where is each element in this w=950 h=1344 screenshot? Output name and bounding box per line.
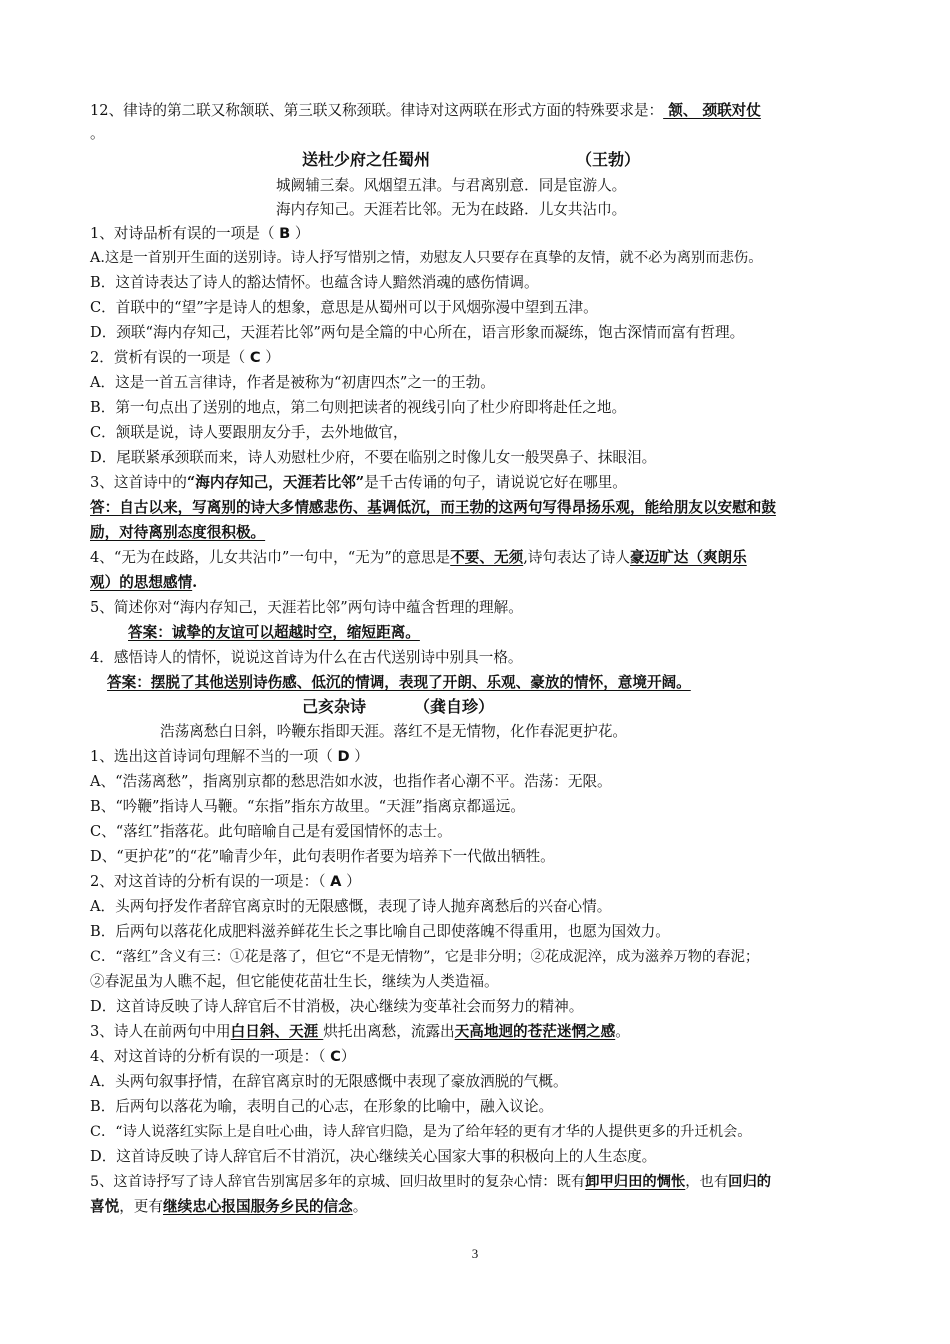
poem-1-title: 送杜少府之任蜀州 [302,150,431,169]
poem-1-line-2: 海内存知己。天涯若比邻。无为在歧路．儿女共沾巾。 [276,201,627,218]
p1-q6-stem: 4．感悟诗人的情怀，说说这首诗为什么在古代送别诗中别具一格。 [90,649,523,666]
p1-q4-answer-a: 不要、无须 [450,549,524,566]
question-12: 12、律诗的第二联又称颔联、第三联又称颈联。律诗对这两联在形式方面的特殊要求是： 颔、 颈联对仗 [90,102,761,119]
p1-q2-option-d: D．尾联紧承颈联而来，诗人劝慰杜少府，不要在临别之时像儿女一般哭鼻子、抹眼泪。 [90,449,657,466]
p2-q4-option-c: C．“诗人说落红实际上是自吐心曲，诗人辞官归隐，是为了给年轻的更有才华的人提供更多的升迁机会。 [90,1124,752,1140]
p2-q5-answer-c: 继续忠心报国服务乡民的信念 [163,1198,353,1215]
p2-q4-option-a: A．头两句叙事抒情，在辞官离京时的无限感慨中表现了豪放洒脱的气概。 [90,1073,568,1090]
p2-q1-option-a: A、“浩荡离愁”，指离别京都的愁思浩如水波，也指作者心潮不平。浩荡：无限。 [90,773,612,790]
p1-q1-option-b: B．这首诗表达了诗人的豁达情怀。也蕴含诗人黯然消魂的感伤情调。 [90,274,539,291]
p1-q6-answer: 答案：摆脱了其他送别诗伤感、低沉的情调，表现了开朗、乐观、豪放的情怀，意境开阔。 [107,674,691,691]
answer-12: 颔、 颈联对仗 [663,102,761,119]
p2-q3-stem: 3、诗人在前两句中用白日斜、天涯 烘托出离愁，流露出天高地迥的苍茫迷惘之感。 [90,1023,630,1040]
p1-q3-answer-line-2: 励，对待离别态度很积极。 [90,524,266,541]
p1-q5-answer: 答案：诚挚的友谊可以超越时空，缩短距离。 [128,624,420,641]
p1-q3-answer-line-1: 答：自古以来，写离别的诗大多情感悲伤、基调低沉，而王勃的这两句写得昂扬乐观，能给朋友以安慰和鼓 [90,499,776,516]
p2-q5-answer-a: 卸甲归田的惆怅 [585,1174,686,1190]
poem-1-line-1: 城阙辅三秦。风烟望五津。与君离别意．同是宦游人。 [276,177,627,194]
p1-q1-option-a: A.这是一首别开生面的送别诗。诗人抒写惜别之情，劝慰友人只要存在真挚的友情，就不必为离别而悲伤。 [90,250,763,266]
p2-q2-answer: A [330,873,342,890]
p2-q1-answer: D [337,748,350,765]
p2-q1-option-d: D、“更护花”的“花”喻青少年，此句表明作者要为培养下一代做出牺牲。 [90,848,555,865]
p1-q5-stem: 5、简述你对“海内存知己，天涯若比邻”两句诗中蕴含哲理的理解。 [90,599,523,616]
poem-2-line-1: 浩荡离愁白日斜，吟鞭东指即天涯。落红不是无情物，化作春泥更护花。 [160,723,628,740]
p2-q2-option-d: D．这首诗反映了诗人辞官后不甘消极，决心继续为变革社会而努力的精神。 [90,998,584,1015]
p2-q3-answer-b: 天高地迥的苍茫迷惘之感 [454,1023,616,1040]
p2-q2-option-c: C．“落红”含义有三：①花是落了，但它“不是无情物”，它是非分明；②花成泥淬，成为滋养万物的春泥； [90,949,760,965]
page-number: 3 [471,1246,479,1261]
p1-q2-option-c: C．颔联是说，诗人要跟朋友分手，去外地做官， [90,424,408,441]
poem-2-author: （龚自珍） [414,697,495,716]
p1-q2-answer: C [249,349,261,366]
p2-q3-answer-a: 白日斜、天涯 [230,1023,324,1040]
poem-1-author: （王勃） [576,150,641,169]
p1-q1-answer: B [279,225,291,242]
p2-q4-option-d: D．这首诗反映了诗人辞官后不甘消沉，决心继续关心国家大事的积极向上的人生态度。 [90,1148,657,1165]
p2-q5-stem: 5、这首诗抒写了诗人辞官告别寓居多年的京城、回归故里时的复杂心情：既有卸甲归田的惆怅，也有回归的 [90,1174,772,1190]
p2-q2-option-b: B．后两句以落花化成肥料滋养鲜花生长之事比喻自己即使落魄不得重用，也愿为国效力。 [90,923,670,940]
p1-q4-stem-cont: 观）的思想感情. [90,574,198,591]
p1-q4-stem: 4、“无为在歧路，儿女共沾巾”一句中，“无为”的意思是不要、无须,诗句表达了诗人豪迈旷达（爽朗乐 [90,549,747,566]
p2-q4-stem: 4、对这首诗的分析有误的一项是：（ C） [90,1048,356,1065]
p1-q4-answer-b: 豪迈旷达（爽朗乐 [629,549,747,566]
p1-q3-stem: 3、这首诗中的“海内存知己，天涯若比邻”是千古传诵的句子，请说说它好在哪里。 [90,474,627,491]
p2-q2-stem: 2、对这首诗的分析有误的一项是：（ A ） [90,873,361,890]
p1-q3-quote: “海内存知己，天涯若比邻” [186,474,365,491]
p2-q1-option-c: C、“落红”指落花。此句暗喻自己是有爱国情怀的志士。 [90,823,452,840]
p2-q5-answer-b: 回归的 [728,1174,772,1190]
p1-q2-option-b: B．第一句点出了送别的地点，第二句则把读者的视线引向了杜少府即将赴任之地。 [90,399,627,416]
p1-q1-option-d: D．颈联“海内存知己，天涯若比邻”两句是全篇的中心所在，语言形象而凝练，饱古深情而富有哲理。 [90,324,745,341]
p2-q1-stem: 1、选出这首诗词句理解不当的一项（ D ） [90,748,369,765]
p1-q2-option-a: A．这是一首五言律诗，作者是被称为“初唐四杰”之一的王勃。 [90,374,495,391]
question-12-tail: 。 [90,125,105,142]
p1-q2-stem: 2．赏析有误的一项是（ C ） [90,349,280,366]
p2-q2-option-c-cont: ②春泥虽为人瞧不起，但它能使花苗壮生长，继续为人类造福。 [90,973,499,990]
p2-q1-option-b: B、“吟鞭”指诗人马鞭。“东指”指东方故里。“天涯”指离京都遥远。 [90,798,525,815]
p2-q2-option-a: A．头两句抒发作者辞官离京时的无限感慨，表现了诗人抛弃离愁后的兴奋心情。 [90,898,612,915]
p1-q1-option-c: C．首联中的“望”字是诗人的想象，意思是从蜀州可以于风烟弥漫中望到五津。 [90,299,598,316]
p2-q4-option-b: B．后两句以落花为喻，表明自己的心志，在形象的比喻中，融入议论。 [90,1098,554,1115]
p1-q1-stem: 1、对诗品析有误的一项是（ B ） [90,225,310,242]
p2-q4-answer: C [330,1048,341,1065]
poem-2-title: 己亥杂诗 [302,697,367,716]
p2-q5-stem-cont: 喜悦，更有继续忠心报国服务乡民的信念。 [90,1198,368,1215]
